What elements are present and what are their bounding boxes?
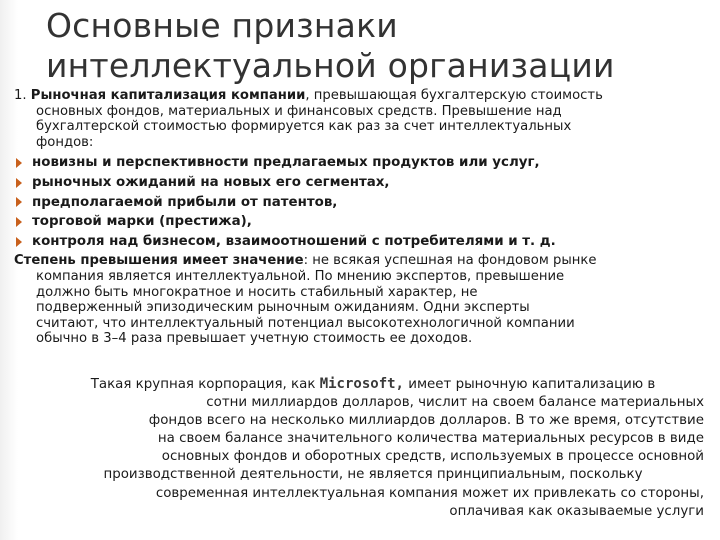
degree-text-4: подверженный эпизодическим рыночным ожиданиям. Одни эксперты [36,300,530,316]
example-line-8: оплачивая как оказываемые услуги [449,503,704,519]
example-line-7: современная интеллектуальная компания может их привлекать со стороны, [155,485,704,501]
list-item-text: новизны и перспективности предлагаемых продуктов или услуг, [32,155,540,171]
triangle-bullet-icon [16,178,22,188]
microsoft-brand: Microsoft, [319,376,404,392]
degree-text-5: считают, что интеллектуальный потенциал высокотехнологичной компании [36,315,575,331]
degree-text-1: : не всякая успешная на фондовом рынке [303,253,597,269]
slide-body [14,88,714,347]
market-cap-term: Рыночная капитализация компании [30,88,306,103]
paragraph-microsoft-example [42,375,704,521]
title-line-1: Основные признаки [46,6,398,45]
list-item [14,212,714,232]
list-item-text: контроля над бизнесом, взаимоотношений с потребителями и т. д. [32,233,556,249]
triangle-bullet-icon [16,217,22,227]
list-item [14,193,714,213]
market-cap-text-4: фондов: [36,134,94,150]
slide-title [46,6,706,86]
market-cap-text-2: основных фондов, материальных и финансовых средств. Превышение над [36,103,562,119]
example-line-6: производственной деятельности, не является принципиальным, поскольку [103,467,643,483]
triangle-bullet-icon [16,237,22,247]
example-line-5: основных фондов и оборотных средств, используемых в процессе основной [161,449,704,465]
market-cap-text-1: , превышающая бухгалтерскую стоимость [305,88,603,103]
triangle-bullet-icon [16,158,22,168]
example-text: имеет рыночную капитализацию в [403,377,656,392]
example-line-4: на своем балансе значительного количества материальных ресурсов в виде [157,431,704,447]
example-line-3: фондов всего на несколько миллиардов долларов. В то же время, отсутствие [148,413,704,429]
list-item-text: предполагаемой прибыли от патентов, [32,194,338,210]
paragraph-market-cap [14,88,714,150]
list-item [14,153,714,173]
paragraph-degree [14,253,714,347]
degree-text-3: должно быть многократное и носить стабильный характер, не [36,284,478,300]
title-line-2: интеллектуальной организации [46,46,615,85]
intellectual-assets-list [14,153,714,251]
example-line-1 [42,375,704,394]
triangle-bullet-icon [16,197,22,207]
degree-term: Степень превышения имеет значение [14,253,304,269]
paragraph-number: 1. [14,88,27,103]
example-line-2: сотни миллиардов долларов, числит на своем балансе материальных [206,395,704,411]
list-item [14,173,714,193]
list-item-text: рыночных ожиданий на новых его сегментах, [32,174,390,190]
list-item [14,232,714,252]
degree-text-2: компания является интеллектуальной. По мнению экспертов, превышение [36,268,565,284]
example-text: Такая крупная корпорация, как [90,377,320,392]
market-cap-text-3: бухгалтерской стоимостью формируется как раз за счет интеллектуальных [36,119,572,135]
list-item-text: торговой марки (престижа), [32,214,252,230]
degree-text-6: обычно в 3–4 раза превышает учетную стоимость ее доходов. [36,331,473,347]
